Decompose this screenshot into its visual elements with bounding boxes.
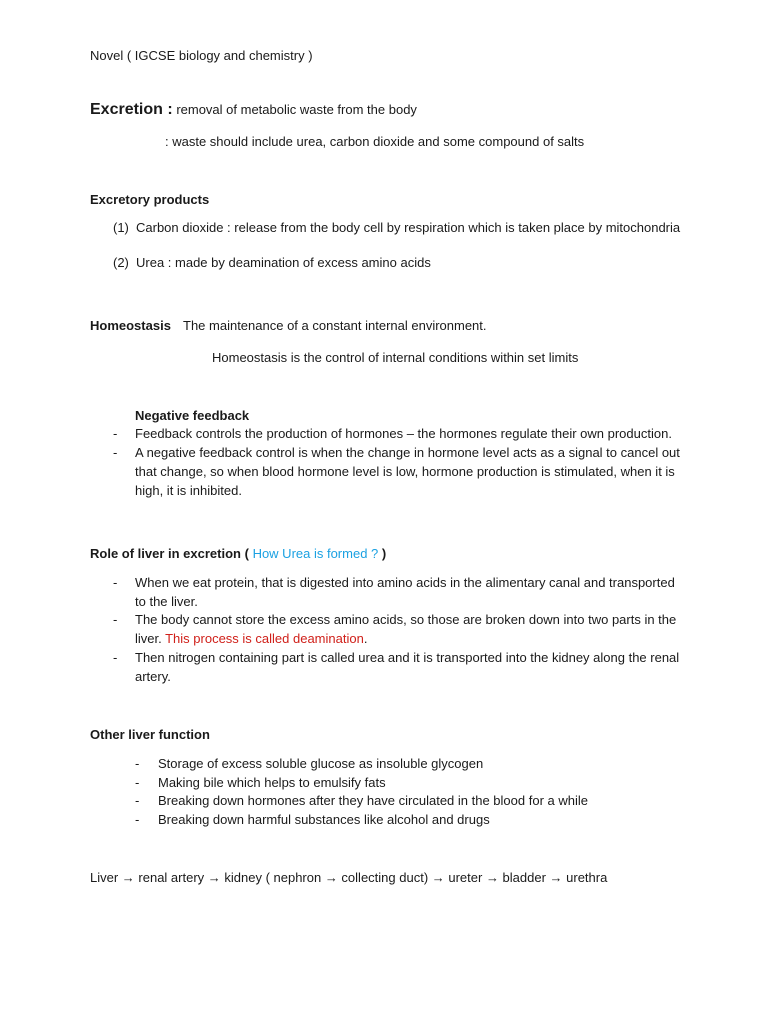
other-liver-bullet-2: Making bile which helps to emulsify fats xyxy=(158,775,386,790)
negative-feedback-bullet-2-line-1: A negative feedback control is when the change in hormone level acts as a signal to cancel out xyxy=(135,445,680,460)
negative-feedback-bullet-2-line-2: that change, so when blood hormone level is low, hormone production is stimulated, when it is xyxy=(135,464,675,479)
homeostasis-term: Homeostasis xyxy=(90,318,171,333)
negative-feedback-bullet-2-line-3: high, it is inhibited. xyxy=(135,483,242,498)
excretion-definition-line xyxy=(90,101,417,119)
liver-role-heading-prefix: Role of liver in excretion ( xyxy=(90,546,249,561)
deamination-highlight: This process is called deamination xyxy=(165,631,364,646)
liver-role-bullet-1-line-2: to the liver. xyxy=(135,594,198,609)
bullet-dash: - xyxy=(113,445,118,460)
liver-role-bullet-2-suffix: . xyxy=(363,631,368,646)
homeostasis-definition: The maintenance of a constant internal environment. xyxy=(183,318,487,333)
liver-role-bullet-2-prefix: liver. xyxy=(135,631,166,646)
bullet-dash: - xyxy=(113,426,118,441)
bullet-dash: - xyxy=(135,812,140,827)
excretory-item-2-num: (2) xyxy=(113,255,129,270)
excretory-item-1-text: Carbon dioxide : release from the body cell by respiration which is taken place by mitochondria xyxy=(136,220,681,235)
negative-feedback-heading: Negative feedback xyxy=(135,408,250,423)
liver-role-heading xyxy=(90,545,386,563)
other-liver-bullet-4: Breaking down harmful substances like alcohol and drugs xyxy=(158,812,490,827)
bullet-dash: - xyxy=(113,612,118,627)
other-liver-heading: Other liver function xyxy=(90,727,210,742)
other-liver-bullet-3: Breaking down hormones after they have circulated in the blood for a while xyxy=(158,793,588,808)
excretion-definition: removal of metabolic waste from the body xyxy=(176,102,417,117)
other-liver-bullet-1: Storage of excess soluble glucose as insoluble glycogen xyxy=(158,756,484,771)
excretion-pathway: Liver → renal artery → kidney ( nephron → collecting duct) → ureter → bladder → urethra xyxy=(90,870,608,885)
excretion-term: Excretion : xyxy=(90,101,173,118)
bullet-dash: - xyxy=(135,775,140,790)
bullet-dash: - xyxy=(113,575,118,590)
excretory-products-heading: Excretory products xyxy=(90,192,210,207)
excretory-item-2-text: Urea : made by deamination of excess amino acids xyxy=(136,255,431,270)
excretory-item-1-num: (1) xyxy=(113,220,129,235)
liver-role-heading-highlight: How Urea is formed ? xyxy=(252,546,379,561)
liver-role-bullet-1-line-1: When we eat protein, that is digested into amino acids in the alimentary canal and transported xyxy=(135,575,675,590)
bullet-dash: - xyxy=(135,793,140,808)
bullet-dash: - xyxy=(113,650,118,665)
negative-feedback-bullet-1: Feedback controls the production of hormones – the hormones regulate their own production. xyxy=(135,426,672,441)
bullet-dash: - xyxy=(135,756,140,771)
liver-role-bullet-2-line-2 xyxy=(135,630,367,648)
doc-title: Novel ( IGCSE biology and chemistry ) xyxy=(90,48,313,63)
liver-role-bullet-3-line-2: artery. xyxy=(135,669,171,684)
liver-role-heading-suffix: ) xyxy=(381,546,387,561)
homeostasis-note: Homeostasis is the control of internal conditions within set limits xyxy=(212,350,579,365)
liver-role-bullet-2-line-1: The body cannot store the excess amino acids, so those are broken down into two parts in the xyxy=(135,612,677,627)
liver-role-bullet-3-line-1: Then nitrogen containing part is called urea and it is transported into the kidney along the renal xyxy=(135,650,680,665)
excretion-note: : waste should include urea, carbon dioxide and some compound of salts xyxy=(165,134,585,149)
